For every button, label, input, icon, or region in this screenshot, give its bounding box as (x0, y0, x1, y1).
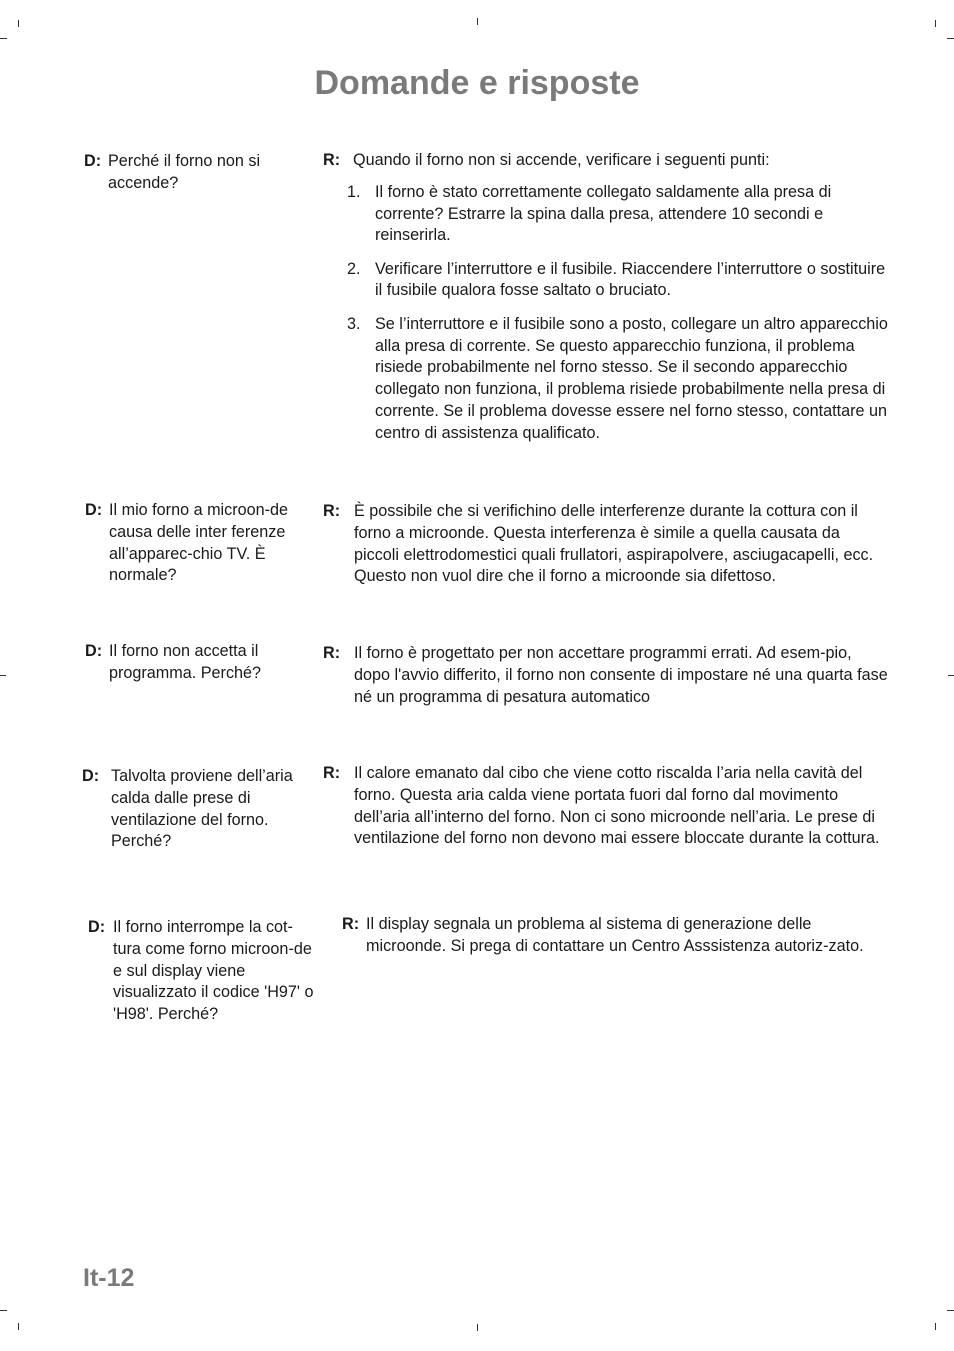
answer-4 (323, 763, 888, 850)
question-3 (85, 641, 290, 685)
crop-mark (948, 675, 954, 676)
answer-3 (323, 643, 888, 708)
list-item (347, 259, 888, 303)
answer-text: Il forno è progettato per non accettare programmi errati. Ad esem-pio, dopo l'avvio differito, il forno non consente di impostare né una quarta fase né un programma di pesatura automatico (354, 644, 888, 706)
answer-text: È possibile che si verifichino delle interferenze durante la cottura con il forno a microonde. Questa interferenza è simile a quella causata da piccoli elettrodomestici quali frullatori, aspirapolvere, asciugacapelli, ecc. Questo non vuol dire che il forno a microonde sia difettoso. (354, 502, 874, 586)
question-label: D: (84, 152, 102, 170)
list-item-text: Se l’interruttore e il fusibile sono a posto, collegare un altro apparecchio alla presa di corrente. Se questo apparecchio funziona, il problema risiede probabilmente nel forno stesso. Se il secondo apparecchio collegato non funziona, il problema risiede probabilmente nella presa di corrente. Se il problema dovesse essere nel forno stesso, contattare un centro di assistenza qualificato. (375, 314, 888, 442)
crop-mark (935, 1323, 936, 1330)
question-label: D: (82, 767, 100, 785)
question-text: Il forno non accetta il programma. Perché? (109, 642, 262, 682)
crop-mark (947, 38, 954, 39)
crop-mark (947, 1310, 954, 1311)
crop-mark (477, 1324, 478, 1331)
crop-mark (0, 38, 7, 39)
list-item-number: 3. (347, 314, 361, 333)
answer-2 (323, 501, 888, 588)
answer-text: Il display segnala un problema al sistema di generazione delle microonde. Si prega di contattare un Centro Asssistenza autoriz-zato. (366, 915, 864, 955)
question-text: Il forno interrompe la cot-tura come forno microon-de e sul display viene visualizzato il codice 'H97' o 'H98'. Perché? (113, 918, 314, 1024)
question-4 (82, 766, 302, 853)
answer-label: R: (323, 644, 341, 662)
question-1 (84, 151, 284, 195)
list-item-text: Il forno è stato correttamente collegato saldamente alla presa di corrente? Estrarre la spina dalla presa, attendere 10 secondi e reinserirla. (375, 182, 832, 245)
answer-label: R: (342, 915, 360, 933)
answer-1 (323, 150, 888, 456)
answer-label: R: (323, 151, 341, 169)
list-item-text: Verificare l’interruttore e il fusibile. Riaccendere l’interruttore o sostituire il fusibile qualora fosse saltato o bruciato. (375, 259, 886, 300)
question-label: D: (85, 642, 103, 660)
list-item-number: 1. (347, 182, 361, 201)
question-label: D: (85, 501, 103, 519)
answer-text: Il calore emanato dal cibo che viene cotto riscalda l’aria nella cavità del forno. Questa aria calda viene portata fuori dal forno dal movimento dell’aria all’interno del forno. Non ci sono microonde nell’aria. Le prese di ventilazione del forno non devono mai essere bloccate durante la cottura. (354, 764, 880, 848)
list-item (347, 182, 888, 247)
answer-label: R: (323, 764, 341, 782)
page-number: It-12 (83, 1264, 135, 1292)
crop-mark (935, 20, 936, 27)
question-text: Il mio forno a microon-de causa delle inter ferenze all’apparec-chio TV. È normale? (109, 501, 289, 585)
crop-mark (0, 1310, 7, 1311)
question-text: Talvolta proviene dell’aria calda dalle prese di ventilazione del forno. Perché? (111, 767, 293, 851)
question-label: D: (88, 918, 106, 936)
list-item (347, 314, 888, 445)
crop-mark (18, 1323, 19, 1330)
crop-mark (18, 20, 19, 27)
crop-mark (477, 18, 478, 25)
page-title: Domande e risposte (314, 64, 640, 102)
question-5 (88, 917, 318, 1026)
answer-5 (342, 914, 872, 958)
answer-list (347, 182, 888, 445)
question-text: Perché il forno non si accende? (108, 152, 261, 192)
answer-label: R: (323, 502, 341, 520)
list-item-number: 2. (347, 259, 361, 278)
crop-mark (0, 675, 6, 676)
answer-text: Quando il forno non si accende, verificare i seguenti punti: (353, 151, 770, 169)
question-2 (85, 500, 290, 587)
